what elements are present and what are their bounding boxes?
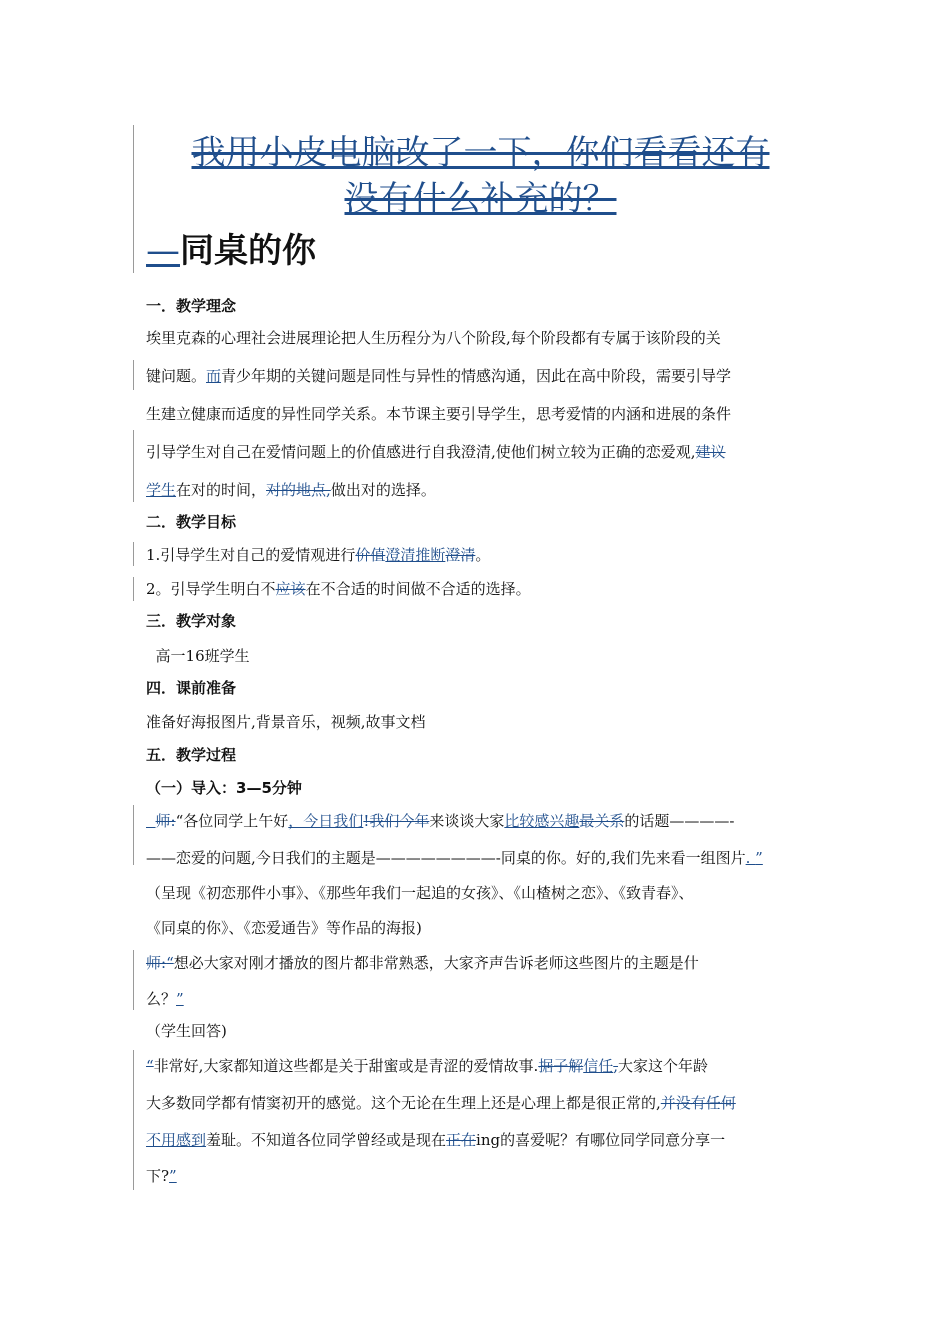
dialogue-line: “非常好,大家都知道这些都是关于甜蜜或是青涩的爱情故事.据子解信任,大家这个年龄 [146,1057,709,1075]
inserted-text: 比较感兴趣 [504,812,580,830]
paragraph-line: 埃里克森的心理社会进展理论把人生历程分为八个阶段,每个阶段都有专属于该阶段的关 [146,329,721,347]
inserted-text: ” [169,1167,177,1185]
document-subtitle [146,228,316,274]
subtitle-dash: — [146,231,180,271]
deleted-text: 正在 [446,1131,477,1149]
change-bar [133,950,134,1010]
paragraph-line: 学生在对的时间，对的地点,做出对的选择。 [146,481,436,499]
document-title-line1: 我用小皮电脑改了一下，你们看看还有 [191,133,770,173]
change-bar [133,360,134,390]
change-bar [133,430,134,502]
inserted-text: . [745,849,756,867]
inserted-text: ” [176,990,184,1008]
inserted-text: 学生 [146,481,177,499]
deleted-text: , [613,1057,619,1075]
dialogue-line: ——恋爱的问题,今日我们的主题是————————-同桌的你。好的,我们先来看一组图片. ” [146,849,763,867]
inserted-text: 信任 [583,1057,614,1075]
paragraph-line: 生建立健康而适度的异性同学关系。本节课主要引导学生，思考爱情的内涵和进展的条件 [146,405,732,423]
section-heading-process: 五．教学过程 [146,746,237,764]
deleted-text: !我们今年 [363,812,430,830]
inserted-text: ” [755,849,763,867]
paragraph-line: 引导学生对自己在爱情问题上的价值感进行自我澄清,使他们树立较为正确的恋爱观,建议 [146,443,726,461]
deleted-text: 建议 [695,443,726,461]
section-heading-philosophy: 一．教学理念 [146,297,237,315]
subsection-heading-intro: （一）导入：3—5分钟 [146,779,302,797]
section-heading-goals: 二．教学目标 [146,513,237,531]
inserted-text: ，今日我们 [288,812,364,830]
deleted-text: 据子解 [538,1057,584,1075]
change-bar [133,542,134,566]
dialogue-line: 下?” [146,1167,177,1185]
dialogue-line: 师:“各位同学上午好，今日我们!我们今年来谈谈大家比较感兴趣最关系的话题————- [155,812,735,830]
deleted-text: 师: [146,954,167,972]
inserted-text: 澄清推断 [385,546,446,564]
deleted-text: 价值 [355,546,386,564]
dialogue-line: （呈现《初恋那件小事》、《那些年我们一起追的女孩》、《山楂树之恋》、《致青春》、 [146,884,694,902]
inserted-text: 而 [206,367,222,385]
student-answer: （学生回答) [146,1022,227,1040]
dialogue-line: 师:“想必大家对刚才播放的图片都非常熟悉，大家齐声告诉老师这些图片的主题是什 [146,954,699,972]
change-bar [133,805,134,865]
deleted-text: 对的地点, [266,481,331,499]
dialogue-line: 《同桌的你》、《恋爱通告》等作品的海报) [146,919,422,937]
section-heading-preparation: 四．课前准备 [146,679,237,697]
deleted-text: 应该 [275,580,306,598]
subtitle-text: 同桌的你 [180,231,316,271]
dialogue-line: 大多数同学都有情窦初开的感觉。这个无论在生理上还是心理上都是很正常的,并没有任何 [146,1094,736,1112]
goal-item: 1.引导学生对自己的爱情观进行价值澄清推断澄清。 [146,546,491,564]
inserted-text: 不用感到 [146,1131,207,1149]
paragraph-line: 键问题。而青少年期的关键问题是同性与异性的情感沟通，因此在高中阶段，需要引导学 [146,367,732,385]
deleted-text: 并没有任何 [660,1094,736,1112]
section-heading-audience: 三．教学对象 [146,612,237,630]
deleted-text: “ [146,1057,154,1075]
goal-item: 2。引导学生明白不应该在不合适的时间做不合适的选择。 [146,580,531,598]
deleted-text: “ [166,954,174,972]
deleted-text: 澄清 [445,546,476,564]
change-bar [133,577,134,601]
change-bar [133,1050,134,1190]
dialogue-line: 么？” [146,990,184,1008]
deleted-text: 最关系 [579,812,625,830]
dialogue-line: 不用感到羞耻。不知道各位同学曾经或是现在正在ing的喜爱呢？有哪位同学同意分享一 [146,1131,726,1149]
preparation-text: 准备好海报图片,背景音乐，视频,故事文档 [146,713,426,731]
audience-text: 高一16班学生 [146,647,250,665]
document-title-line2: 没有什么补充的？ [344,179,617,219]
change-bar [133,125,134,273]
deleted-text: 师: [155,812,176,830]
